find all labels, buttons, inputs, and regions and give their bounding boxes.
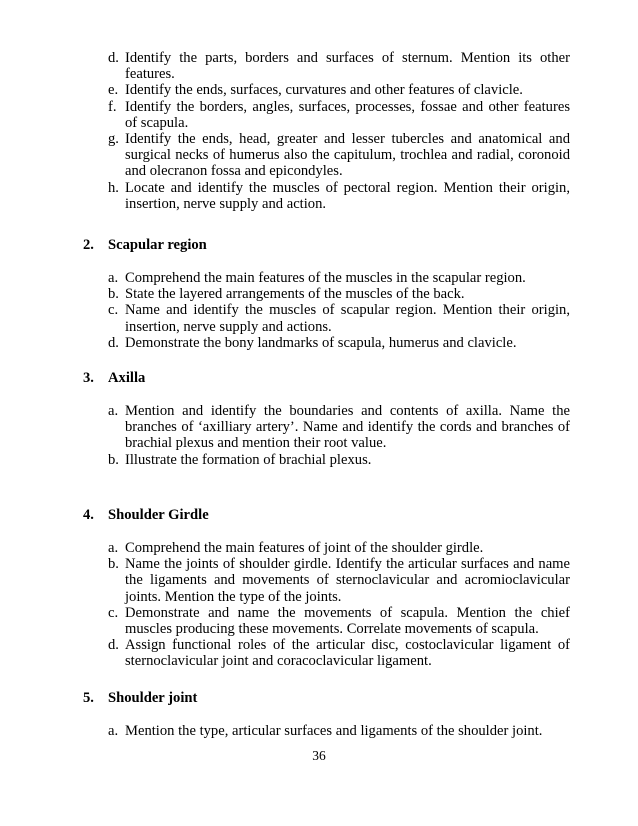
- item-letter: d.: [108, 637, 119, 654]
- item-text: Identify the ends, head, greater and lesser tubercles and anatomical and surgical necks of humerus also the capitulum, trochlea and radial, coronoid and olecranon fossa and epicondyles.: [125, 131, 570, 180]
- item-letter: g.: [108, 131, 119, 148]
- item-text: Identify the parts, borders and surfaces of sternum. Mention its other features.: [125, 50, 570, 83]
- list-item: [108, 82, 570, 98]
- item-text: Mention the type, articular surfaces and ligaments of the shoulder joint.: [125, 723, 543, 739]
- item-text: Demonstrate the bony landmarks of scapula, humerus and clavicle.: [125, 334, 517, 351]
- item-text: Illustrate the formation of brachial plexus.: [125, 451, 372, 468]
- section-heading-shoulder-girdle: [83, 507, 209, 523]
- shoulder-girdle-list: [108, 540, 570, 670]
- item-letter: a.: [108, 723, 119, 739]
- item-text: Mention and identify the boundaries and contents of axilla. Name the branches of ‘axilliary artery’. Name and identify the cords and branches of brachial plexus and mention their root value.: [125, 403, 570, 452]
- item-text: Identify the ends, surfaces, curvatures and other features of clavicle.: [125, 82, 523, 99]
- scapular-region-list: [108, 270, 570, 351]
- section-title: Scapular region: [108, 237, 207, 253]
- item-text: Locate and identify the muscles of pectoral region. Mention their origin, insertion, nerve supply and action.: [125, 179, 570, 212]
- item-text: Comprehend the main features of the muscles in the scapular region.: [125, 270, 526, 286]
- item-letter: c.: [108, 604, 119, 621]
- list-item: [108, 302, 570, 334]
- list-item: [108, 286, 570, 302]
- list-item: [108, 50, 570, 82]
- shoulder-joint-list: [108, 723, 570, 739]
- item-letter: h.: [108, 179, 119, 196]
- item-letter: a.: [108, 270, 119, 286]
- list-item: [108, 452, 570, 468]
- item-letter: b.: [108, 451, 119, 468]
- section-heading-axilla: [83, 370, 145, 386]
- list-item: [108, 540, 570, 556]
- objectives-list-continued: [108, 50, 570, 212]
- item-text: Demonstrate and name the movements of scapula. Mention the chief muscles producing these movements. Correlate movements of scapula.: [125, 604, 570, 638]
- section-number: 3.: [83, 370, 94, 386]
- item-text: Name and identify the muscles of scapular region. Mention their origin, insertion, nerve supply and actions.: [125, 302, 570, 335]
- item-text: Name the joints of shoulder girdle. Identify the articular surfaces and name the ligaments and movements of sternoclavicular and acromioclavicular joints. Mention the type of the joints.: [125, 556, 570, 605]
- item-letter: a.: [108, 403, 119, 419]
- item-letter: b.: [108, 286, 119, 303]
- list-item: [108, 180, 570, 212]
- axilla-list: [108, 403, 570, 468]
- list-item: [108, 605, 570, 637]
- section-number: 4.: [83, 507, 94, 523]
- item-letter: d.: [108, 334, 119, 351]
- list-item: [108, 335, 570, 351]
- item-letter: d.: [108, 50, 119, 66]
- item-letter: c.: [108, 302, 119, 319]
- section-title: Shoulder Girdle: [108, 507, 209, 523]
- list-item: [108, 270, 570, 286]
- list-item: [108, 403, 570, 452]
- item-letter: e.: [108, 82, 119, 99]
- item-letter: b.: [108, 556, 119, 573]
- list-item: [108, 723, 570, 739]
- section-number: 2.: [83, 237, 94, 253]
- item-text: State the layered arrangements of the muscles of the back.: [125, 286, 465, 303]
- item-letter: f.: [108, 98, 117, 115]
- list-item: [108, 556, 570, 605]
- list-item: [108, 99, 570, 131]
- item-text: Assign functional roles of the articular disc, costoclavicular ligament of sternoclavicular joint and coracoclavicular ligament.: [125, 637, 570, 670]
- item-text: Identify the borders, angles, surfaces, processes, fossae and other features of scapula.: [125, 98, 570, 131]
- list-item: [108, 637, 570, 669]
- item-text: Comprehend the main features of joint of the shoulder girdle.: [125, 540, 484, 556]
- section-heading-shoulder-joint: [83, 690, 197, 706]
- section-title: Shoulder joint: [108, 690, 198, 706]
- section-number: 5.: [83, 690, 94, 706]
- list-item: [108, 131, 570, 180]
- item-letter: a.: [108, 540, 119, 556]
- page-number: 36: [312, 748, 326, 763]
- section-title: Axilla: [108, 370, 146, 386]
- section-heading-scapular-region: [83, 237, 207, 253]
